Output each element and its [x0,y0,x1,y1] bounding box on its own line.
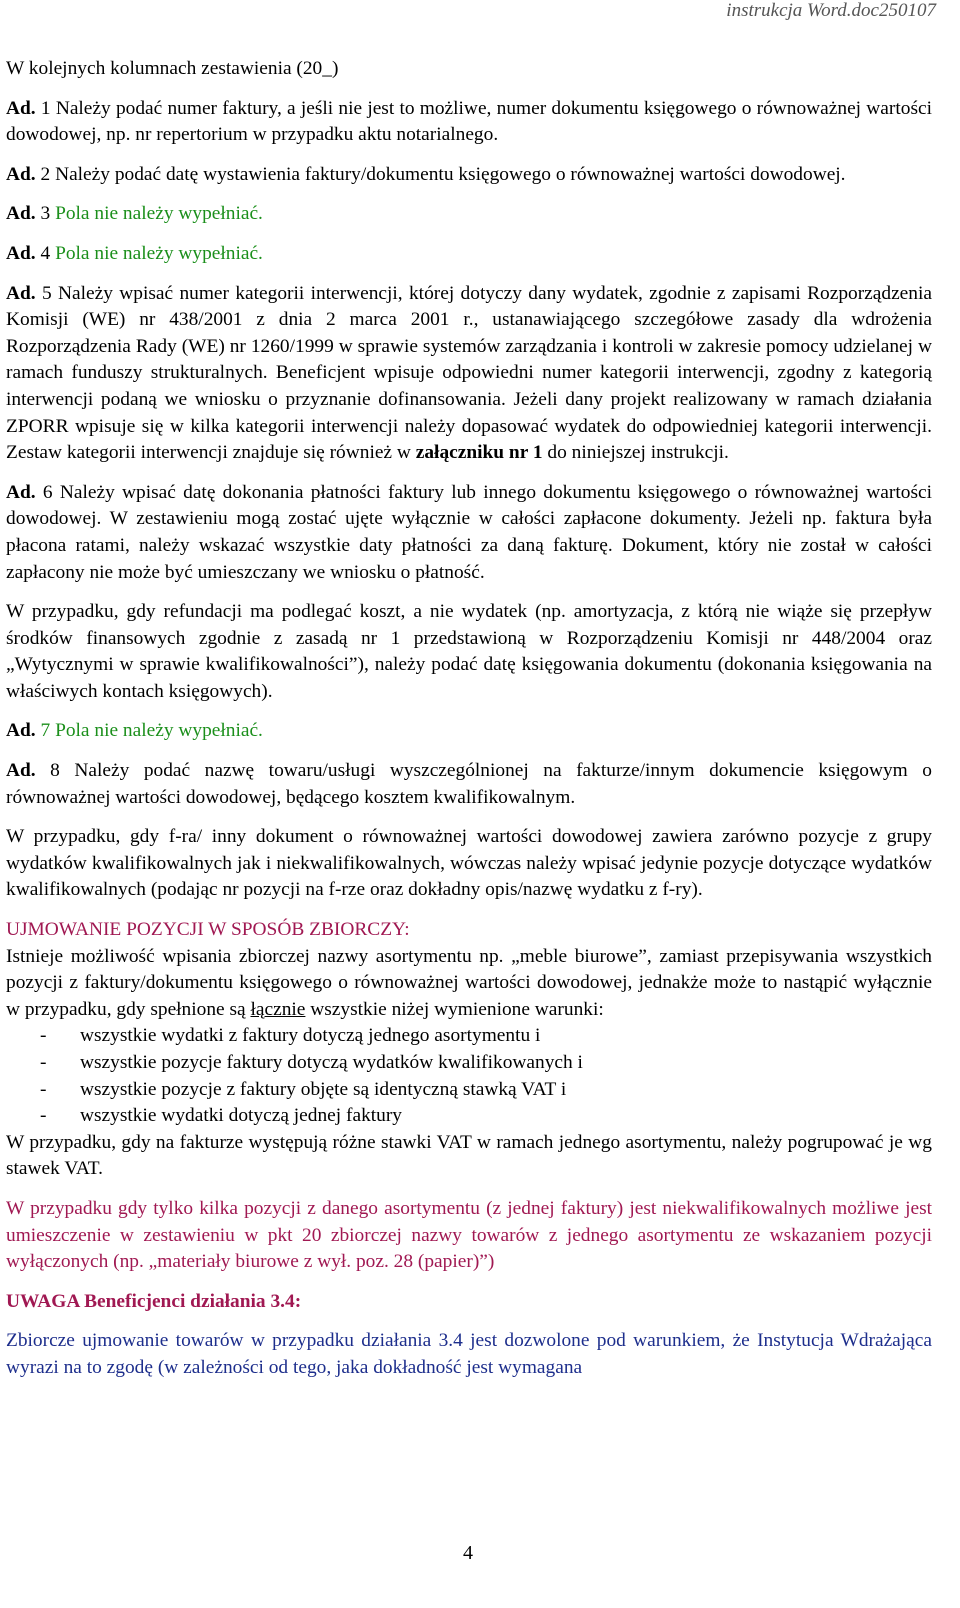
ad-text-c: do niniejszej instrukcji. [542,442,729,464]
list-item [6,1023,932,1050]
condition-text: wszystkie pozycje z faktury objęte są identyczną stawką VAT i [80,1078,567,1100]
item-ad-5 [6,281,932,467]
ad-number: 7 [40,720,51,742]
list-item [6,1077,932,1104]
collective-text-a: Istnieje możliwość wpisania zbiorczej nazwy asortymentu np. „meble biurowe”, zamiast przepisywania wszystkich pozycji z faktury/dokumentu księgowego o równoważnej wartości dowodowej, jednakże może to nastąpić wyłącznie w przypadku, gdy spełnione są [6,945,932,1020]
uwaga-heading: UWAGA Beneficjenci działania 3.4: [6,1290,302,1312]
mixed-items-paragraph: W przypadku, gdy f-ra/ inny dokument o równoważnej wartości dowodowej zawiera zarówno pozycje z grupy wydatków kwalifikowalnych jak i niekwalifikowalnych, wówczas należy wpisać jedynie pozycje dotyczące wydatków kwalifikowalnych (podając nr pozycji na f-rze oraz dokładny opis/nazwę wydatku z f-ry). [6,826,932,901]
document-body [6,56,932,1382]
list-item [6,1103,932,1130]
collective-heading: UJMOWANIE POZYCJI W SPOSÓB ZBIORCZY: [6,919,410,941]
ad-label: Ad. [6,97,36,119]
ad-label: Ad. [6,481,36,503]
conditions-list [6,1023,932,1129]
ad-text: Należy podać datę wystawienia faktury/dokumentu księgowego o równoważnej wartości dowodowej. [55,163,846,185]
ad-text-bold: załączniku nr 1 [415,442,543,464]
condition-text: wszystkie wydatki z faktury dotyczą jednego asortymentu i [80,1025,541,1047]
ad-text: Pola nie należy wypełniać. [55,720,263,742]
condition-text: wszystkie wydatki dotyczą jednej faktury [80,1105,403,1127]
ad-number: 4 [40,242,51,264]
collective-text-b: wszystkie niżej wymienione warunki: [305,998,604,1020]
ad-text: Pola nie należy wypełniać. [55,203,263,225]
red-note: W przypadku gdy tylko kilka pozycji z danego asortymentu (z jednej faktury) jest niekwalifikowalnych możliwe jest umieszczenie w zestawieniu w pkt 20 zbiorczej nazwy towarów z jednego asortymentu ze wskazaniem pozycji wyłączonych (np. „materiały biurowe z wył. poz. 28 (papier)”) [6,1197,932,1273]
document-header-title: instrukcja Word.doc250107 [726,0,936,21]
ad-label: Ad. [6,720,36,742]
collective-intro [6,944,932,1024]
ad-label: Ad. [6,203,36,225]
ad-text: Należy podać nazwę towaru/usługi wyszczególnionej na fakturze/innym dokumencie księgowym o równoważnej wartości dowodowej, będącego kosztem kwalifikowalnym. [6,760,932,808]
bullet-dash: - [40,1052,47,1073]
ad-number: 5 [41,282,52,304]
ad-text-b: , ustanawiającego szczegółowe zasady dla wdrożenia Rozporządzenia Rady (WE) nr 1260/1999 w sprawie systemów zarządzania i kontroli w zakresie pomocy udzielanej w ramach funduszy strukturalnych. Beneficjent wpisuje odpowiedni numer kategorii interwencji, zgodny z kategorią interwencji podaną we wniosku o przyznanie dofinansowania. Jeżeli dany projekt realizowany w ramach działania ZPORR wpisuje się w kilka kategorii interwencji należy dopasować wydatek do odpowiedniej kategorii interwencji. Zestaw kategorii interwencji znajduje się również w [6,309,932,464]
item-ad-8 [6,758,932,811]
condition-text: wszystkie pozycje faktury dotyczą wydatków kwalifikowanych i [80,1052,583,1073]
ad-text-a: Należy wpisać numer kategorii interwencji, której dotyczy dany wydatek, zgodnie z zapisami Rozporządzenia Komisji (WE) nr 438/2001 z dnia 2 marca 2001 r. [6,282,932,331]
ad-number: 8 [50,760,60,782]
uwaga-text: Zbiorcze ujmowanie towarów w przypadku działania 3.4 jest dozwolone pod warunkiem, że Instytucja Wdrażająca wyrazi na to zgodę (w zależności od tego, jaka dokładność jest wymagana [6,1330,932,1378]
ad-number: 2 [40,163,51,185]
ad-text: Należy podać numer faktury, a jeśli nie jest to możliwe, numer dokumentu księgowego o równoważnej wartości dowodowej, np. nr repertorium w przypadku aktu notarialnego. [6,97,932,146]
item-ad-2 [6,162,932,189]
vat-note: W przypadku, gdy na fakturze występują różne stawki VAT w ramach jednego asortymentu, należy pogrupować je wg stawek VAT. [6,1131,932,1180]
ad-label: Ad. [6,163,36,185]
intro-paragraph: W kolejnych kolumnach zestawienia (20_) [6,58,339,79]
ad-text: Pola nie należy wypełniać. [55,242,263,264]
list-item [6,1050,932,1077]
ad-number: 3 [40,203,51,225]
ad-number: 1 [40,97,51,119]
bullet-dash: - [40,1025,47,1047]
ad-label: Ad. [6,760,36,782]
collective-underlined: łącznie [250,998,306,1020]
page-number: 4 [463,1542,473,1564]
item-ad-1 [6,96,932,149]
bullet-dash: - [40,1078,47,1100]
ad-number: 6 [42,481,53,503]
item-ad-4 [6,241,932,268]
item-ad-7 [6,718,932,745]
ad-label: Ad. [6,282,36,304]
refund-paragraph: W przypadku, gdy refundacji ma podlegać koszt, a nie wydatek (np. amortyzacja, z którą nie wiąże się przepływ środków finansowych zgodnie z zasadą nr 1 przedstawioną w Rozporządzeniu Komisji nr 448/2004 oraz „Wytycznymi w sprawie kwalifikowalności”), należy podać datę księgowania dokumentu (dokonania księgowania na właściwych kontach księgowych). [6,601,932,702]
bullet-dash: - [40,1105,47,1127]
item-ad-3 [6,201,932,228]
ad-text: Należy wpisać datę dokonania płatności faktury lub innego dokumentu księgowego o równoważnej wartości dowodowej. W zestawieniu mogą zostać ujęte wyłącznie w całości zapłacone dokumenty. Jeżeli np. faktura była płacona ratami, należy wskazać wszystkie daty płatności za daną fakturę. Dokument, który nie został w całości zapłacony nie może być umieszczany we wniosku o płatność. [6,481,932,583]
ad-label: Ad. [6,242,36,264]
item-ad-6 [6,480,932,586]
